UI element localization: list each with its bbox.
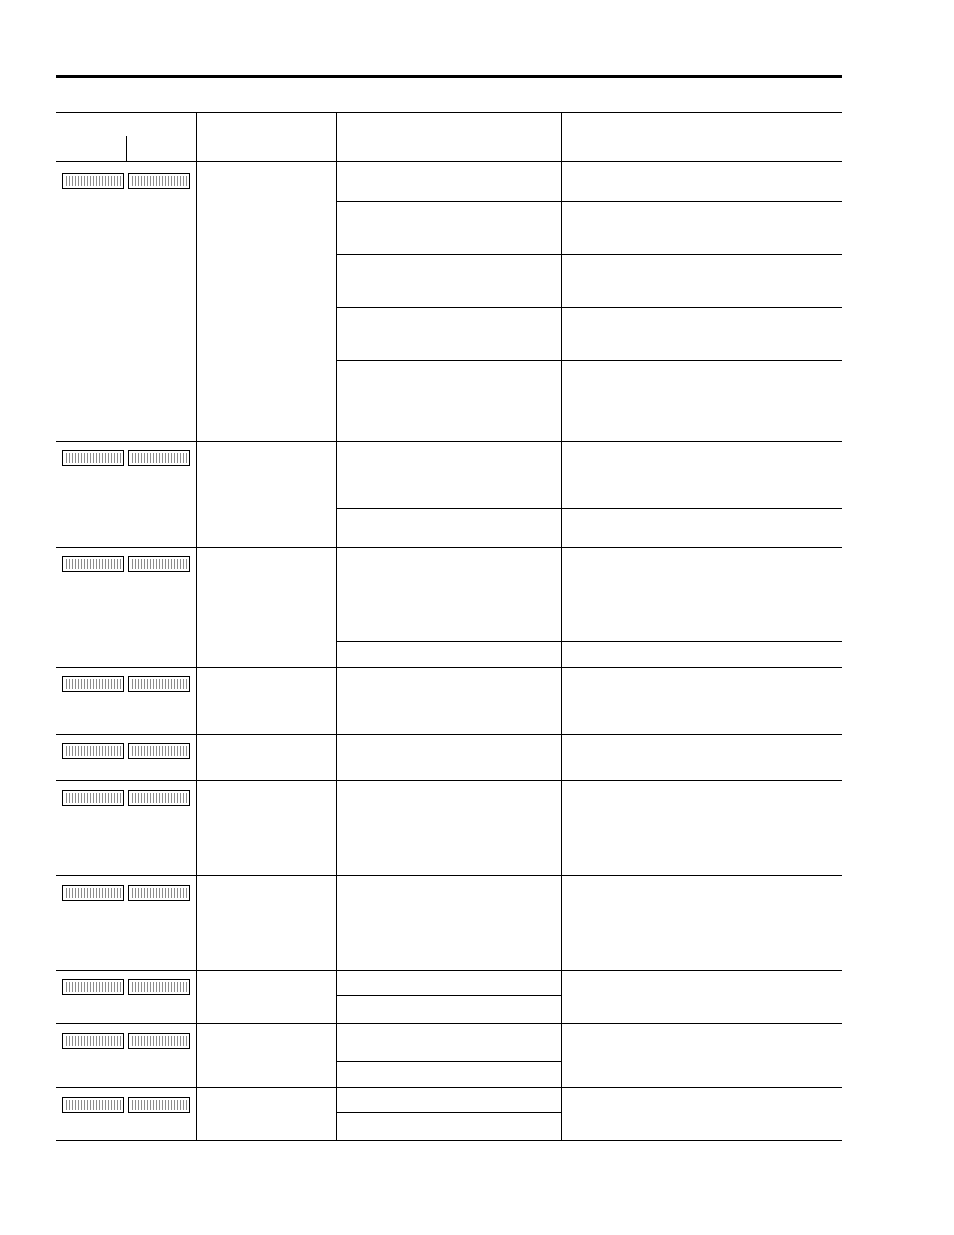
sub-row-border [336, 201, 842, 202]
fault-value-display [128, 885, 190, 901]
row-border [56, 667, 842, 668]
fault-value-display [128, 450, 190, 466]
sub-row-border [336, 307, 842, 308]
header-sub-divider [126, 136, 127, 161]
fault-value-display [128, 1097, 190, 1113]
fault-value-display [128, 979, 190, 995]
row-border [56, 734, 842, 735]
fault-value-display [128, 790, 190, 806]
row-border [56, 441, 842, 442]
top-rule [56, 75, 842, 78]
column-divider-1 [196, 112, 197, 1140]
sub-row-border [336, 641, 842, 642]
fault-code-display [62, 450, 124, 466]
sub-row-border [336, 995, 561, 996]
sub-row-border [336, 1061, 561, 1062]
fault-code-display [62, 556, 124, 572]
row-border [56, 1023, 842, 1024]
fault-value-display [128, 173, 190, 189]
fault-value-display [128, 556, 190, 572]
fault-code-display [62, 1033, 124, 1049]
table-bottom-border [56, 1140, 842, 1141]
row-border [56, 780, 842, 781]
fault-code-display [62, 979, 124, 995]
fault-code-display [62, 885, 124, 901]
fault-value-display [128, 1033, 190, 1049]
fault-code-display [62, 676, 124, 692]
fault-code-display [62, 790, 124, 806]
fault-table [56, 112, 842, 1141]
fault-value-display [128, 743, 190, 759]
column-divider-2 [336, 112, 337, 1140]
sub-row-border [336, 254, 842, 255]
fault-value-display [128, 676, 190, 692]
fault-code-display [62, 743, 124, 759]
sub-row-border [336, 1112, 561, 1113]
sub-row-border [336, 508, 842, 509]
row-border [56, 970, 842, 971]
table-top-border [56, 112, 842, 113]
header-bottom-border [56, 161, 842, 162]
fault-code-display [62, 1097, 124, 1113]
row-border [56, 547, 842, 548]
fault-code-display [62, 173, 124, 189]
row-border [56, 875, 842, 876]
sub-row-border [336, 360, 842, 361]
row-border [56, 1087, 842, 1088]
column-divider-3 [561, 112, 562, 1140]
